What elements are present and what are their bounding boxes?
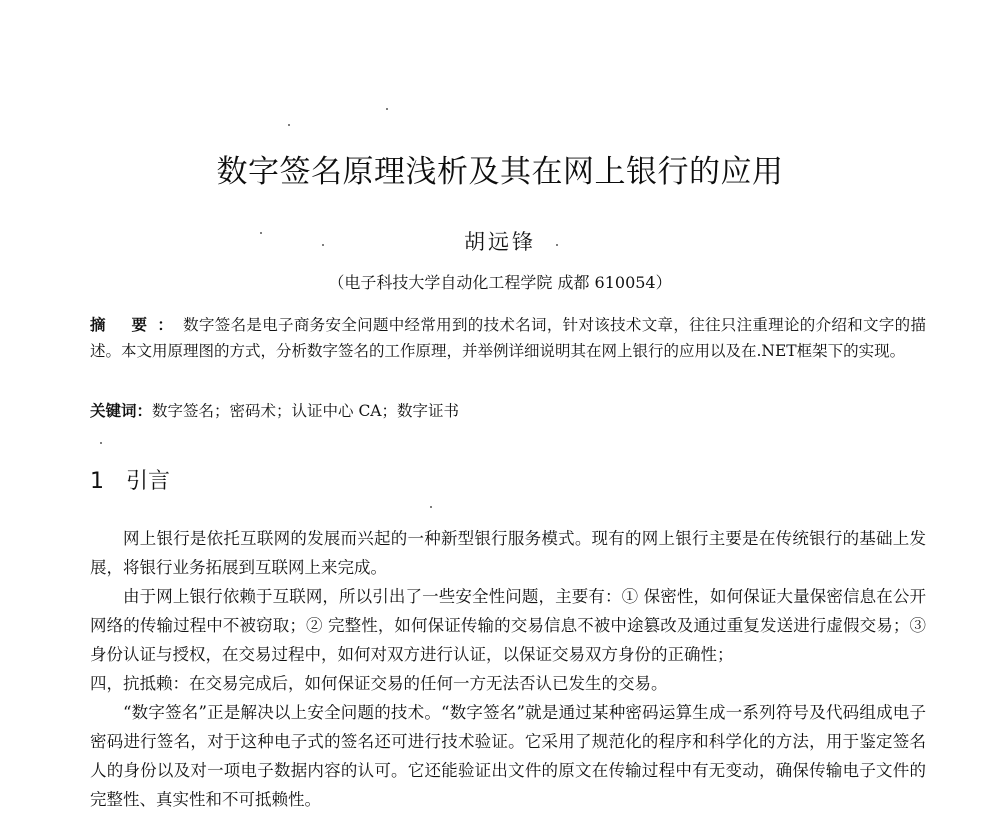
scan-speck xyxy=(260,232,262,234)
body-paragraph: 网上银行是依托互联网的发展而兴起的一种新型银行服务模式。现有的网上银行主要是在传统银行的基础上发展，将银行业务拓展到互联网上来完成。 xyxy=(90,529,926,577)
scan-speck xyxy=(322,244,324,246)
scan-speck xyxy=(430,506,432,508)
keywords-label: 关键词： xyxy=(90,401,153,420)
abstract-text: 数字签名是电子商务安全问题中经常用到的技术名词，针对该技术文章，往往只注重理论的介绍和文字的描述。本文用原理图的方式，分析数字签名的工作原理，并举例详细说明其在网上银行的应用以及在.NET框架下的实现。 xyxy=(90,316,926,360)
scan-speck xyxy=(288,124,290,126)
body-paragraph: “数字签名”正是解决以上安全问题的技术。“数字签名”就是通过某种密码运算生成一系列符号及代码组成电子密码进行签名，对于这种电子式的签名还可进行技术验证。它采用了规范化的程序和科学化的方法，用于鉴定签名人的身份以及对一项电子数据内容的认可。它还能验证出文件的原文在传输过程中有无变动，确保传输电子文件的完整性、真实性和不可抵赖性。 xyxy=(90,703,926,809)
body-paragraph: 四，抗抵赖：在交易完成后，如何保证交易的任何一方无法否认已发生的交易。 xyxy=(90,674,668,693)
section-title: 引言 xyxy=(126,469,171,494)
author-affiliation: （电子科技大学自动化工程学院 成都 610054） xyxy=(328,273,672,292)
author-name: 胡远锋 xyxy=(464,230,536,254)
keywords-text: 数字签名；密码术；认证中心 CA；数字证书 xyxy=(152,402,459,420)
section-heading xyxy=(90,464,170,495)
section-number: 1 xyxy=(90,469,104,494)
scan-speck xyxy=(386,108,388,110)
paper-title: 数字签名原理浅析及其在网上银行的应用 xyxy=(216,154,784,190)
abstract xyxy=(90,312,926,364)
scan-speck xyxy=(100,442,102,444)
body-paragraph: 由于网上银行依赖于互联网，所以引出了一些安全性问题，主要有：① 保密性，如何保证大量保密信息在公开网络的传输过程中不被窃取；② 完整性，如何保证传输的交易信息不被中途篡改及通过重复发送进行虚假交易；③ 身份认证与授权，在交易过程中，如何对双方进行认证，以保证交易双方身份的正确性； xyxy=(90,587,926,664)
section-body xyxy=(90,524,926,814)
abstract-label: 摘 要： xyxy=(90,315,184,334)
scan-speck xyxy=(556,244,558,246)
keywords xyxy=(90,398,926,424)
